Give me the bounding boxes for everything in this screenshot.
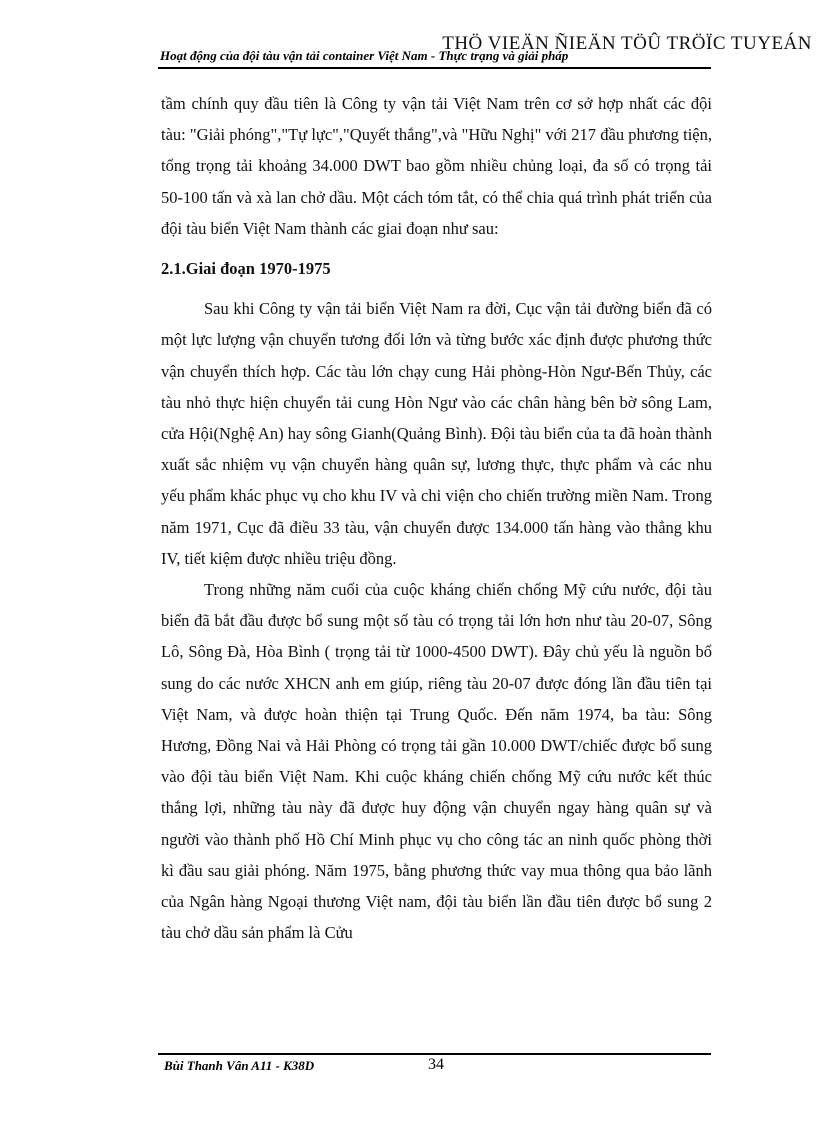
footer-divider bbox=[158, 1053, 711, 1055]
section-heading: 2.1.Giai đoạn 1970-1975 bbox=[161, 259, 331, 279]
footer-author: Bùi Thanh Vân A11 - K38D bbox=[164, 1058, 315, 1073]
paragraph-1: Sau khi Công ty vận tải biển Việt Nam ra đời, Cục vận tải đường biển đã có một lực lượng vận chuyển tương đối lớn và từng bước xác định được phương thức vận chuyển thích hợp. Các tàu lớn chạy cung Hải phòng-Hòn Ngư-Bến Thủy, các tàu nhỏ thực hiện chuyển tải cung Hòn Ngư vào các chân hàng bên bờ sông Lam, cửa Hội(Nghệ An) hay sông Gianh(Quảng Bình). Đội tàu biển của ta đã hoàn thành xuất sắc nhiệm vụ vận chuyển hàng quân sự, lương thực, thực phẩm và các nhu yếu phẩm khác phục vụ cho khu IV và chi viện cho chiến trường miền Nam. Trong năm 1971, Cục đã điều 33 tàu, vận chuyển được 134.000 tấn hàng vào thẳng khu IV, tiết kiệm được nhiều triệu đồng. bbox=[161, 299, 713, 568]
running-header-title: Hoạt động của đội tàu vận tải container Việt Nam - Thực trạng và giải pháp bbox=[160, 48, 569, 63]
paragraph-2: Trong những năm cuối của cuộc kháng chiến chống Mỹ cứu nước, đội tàu biển đã bắt đầu được bổ sung một số tàu có trọng tải lớn hơn như tàu 20-07, Sông Lô, Sông Đà, Hòa Bình ( trọng tải từ 1000-4500 DWT). Đây chủ yếu là nguồn bổ sung do các nước XHCN anh em giúp, riêng tàu 20-07 được đóng lần đầu tiên tại Việt Nam, và được hoàn thiện tại Trung Quốc. Đến năm 1974, ba tàu: Sông Hương, Đồng Nai và Hải Phòng có trọng tải gần 10.000 DWT/chiếc được bổ sung vào đội tàu biển Việt Nam. Khi cuộc kháng chiến chống Mỹ cứu nước kết thúc thắng lợi, những tàu này đã được huy động vận chuyển ngay hàng quân sự và người vào thành phố Hồ Chí Minh phục vụ cho công tác an ninh quốc phòng thời kì đầu sau giải phóng. Năm 1975, bằng phương thức vay mua thông qua bảo lãnh của Ngân hàng Ngoại thương Việt nam, đội tàu biển lần đầu tiên được bổ sung 2 tàu chở dầu sản phẩm là Cửu bbox=[161, 580, 712, 943]
intro-paragraph: tầm chính quy đầu tiên là Công ty vận tải Việt Nam trên cơ sở hợp nhất các đội tàu: "Giải phóng","Tự lực","Quyết thắng",và "Hữu Nghị" với 217 đầu phương tiện, tổng trọng tải khoảng 34.000 DWT bao gồm nhiều chủng loại, đa số có trọng tải 50-100 tấn và xà lan chở dầu. Một cách tóm tắt, có thể chia quá trình phát triển của đội tàu biển Việt Nam thành các giai đoạn như sau: bbox=[161, 94, 712, 238]
header-divider bbox=[158, 67, 711, 69]
library-watermark: THÖ VIEÄN ÑIEÄN TÖÛ TRÖÏC TUYEÁN bbox=[442, 33, 812, 54]
body-text bbox=[161, 88, 712, 948]
page-number: 34 bbox=[428, 1056, 444, 1073]
